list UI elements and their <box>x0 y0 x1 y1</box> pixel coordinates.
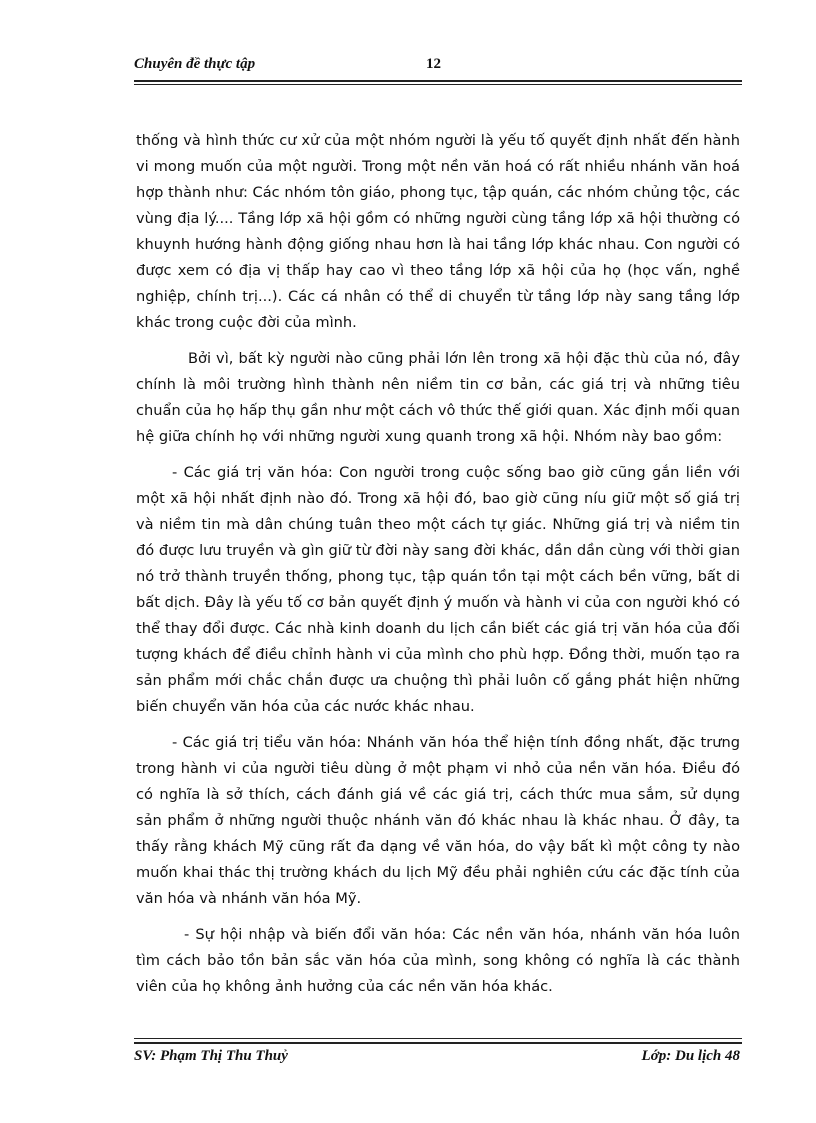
header-rule-thick <box>134 80 742 82</box>
page-header <box>134 56 742 82</box>
footer-class: Lớp: Du lịch 48 <box>641 1048 740 1064</box>
header-rule-thin <box>134 84 742 85</box>
footer-rule-thick <box>134 1042 742 1044</box>
paragraph-cultural-values: - Các giá trị văn hóa: Con người trong cuộc sống bao giờ cũng gắn liền với một xã hội nhất định nào đó. Trong xã hội đó, bao giờ cũng níu giữ một số giá trị và niềm tin mà dân chúng tuân theo một cách tự giác. Những giá trị và niềm tin đó được lưu truyền và gìn giữ từ đời này sang đời khác, dần dần cùng với thời gian nó trở thành truyền thống, phong tục, tập quán tồn tại một cách bền vững, bất di bất dịch. Đây là yếu tố cơ bản quyết định ý muốn và hành vi của con người khó có thể thay đổi được. Các nhà kinh doanh du lịch cần biết các giá trị văn hóa của đối tượng khách để điều chỉnh hành vi của mình cho phù hợp. Đồng thời, muốn tạo ra sản phẩm mới chắc chắn được ưa chuộng thì phải luôn cố gắng phát hiện những biến chuyển văn hóa của các nước khác nhau. <box>136 464 740 715</box>
paragraph-1: thống và hình thức cư xử của một nhóm người là yếu tố quyết định nhất đến hành vi mong muốn của một người. Trong một nền văn hoá có rất nhiều nhánh văn hoá hợp thành như: Các nhóm tôn giáo, phong tục, tập quán, các nhóm chủng tộc, các vùng địa lý.... Tầng lớp xã hội gồm có những người cùng tầng lớp xã hội thường có khuynh hướng hành động giống nhau hơn là hai tầng lớp khác nhau. Con người có được xem có địa vị thấp hay cao vì theo tầng lớp xã hội của họ (học vấn, nghề nghiệp, chính trị...). Các cá nhân có thể di chuyển từ tầng lớp này sang tầng lớp khác trong cuộc đời của mình. <box>136 132 740 331</box>
document-body <box>136 128 740 1010</box>
footer-rule-thin <box>134 1038 742 1039</box>
page-number: 12 <box>426 56 441 72</box>
paragraph-cultural-integration: - Sự hội nhập và biến đổi văn hóa: Các nền văn hóa, nhánh văn hóa luôn tìm cách bảo tồn bản sắc văn hóa của mình, song không có nghĩa là các thành viên của họ không ảnh hưởng của các nền văn hóa khác. <box>136 926 740 995</box>
paragraph-2: Bởi vì, bất kỳ người nào cũng phải lớn lên trong xã hội đặc thù của nó, đây chính là môi trường hình thành nên niềm tin cơ bản, các giá trị và những tiêu chuẩn của họ hấp thụ gần như một cách vô thức thế giới quan. Xác định mối quan hệ giữa chính họ với những người xung quanh trong xã hội. Nhóm này bao gồm: <box>136 350 740 445</box>
paragraph-subculture-values: - Các giá trị tiểu văn hóa: Nhánh văn hóa thể hiện tính đồng nhất, đặc trưng trong hành vi của người tiêu dùng ở một phạm vi nhỏ của nền văn hóa. Điều đó có nghĩa là sở thích, cách đánh giá về các giá trị, cách thức mua sắm, sử dụng sản phẩm ở những người thuộc nhánh văn đó khác nhau là khác nhau. Ở đây, ta thấy rằng khách Mỹ cũng rất đa dạng về văn hóa, do vậy bất kì một công ty nào muốn khai thác thị trường khách du lịch Mỹ đều phải nghiên cứu các đặc tính của văn hóa và nhánh văn hóa Mỹ. <box>136 734 740 907</box>
footer-student: SV: Phạm Thị Thu Thuỷ <box>134 1048 288 1064</box>
header-title: Chuyên đề thực tập <box>134 56 256 72</box>
